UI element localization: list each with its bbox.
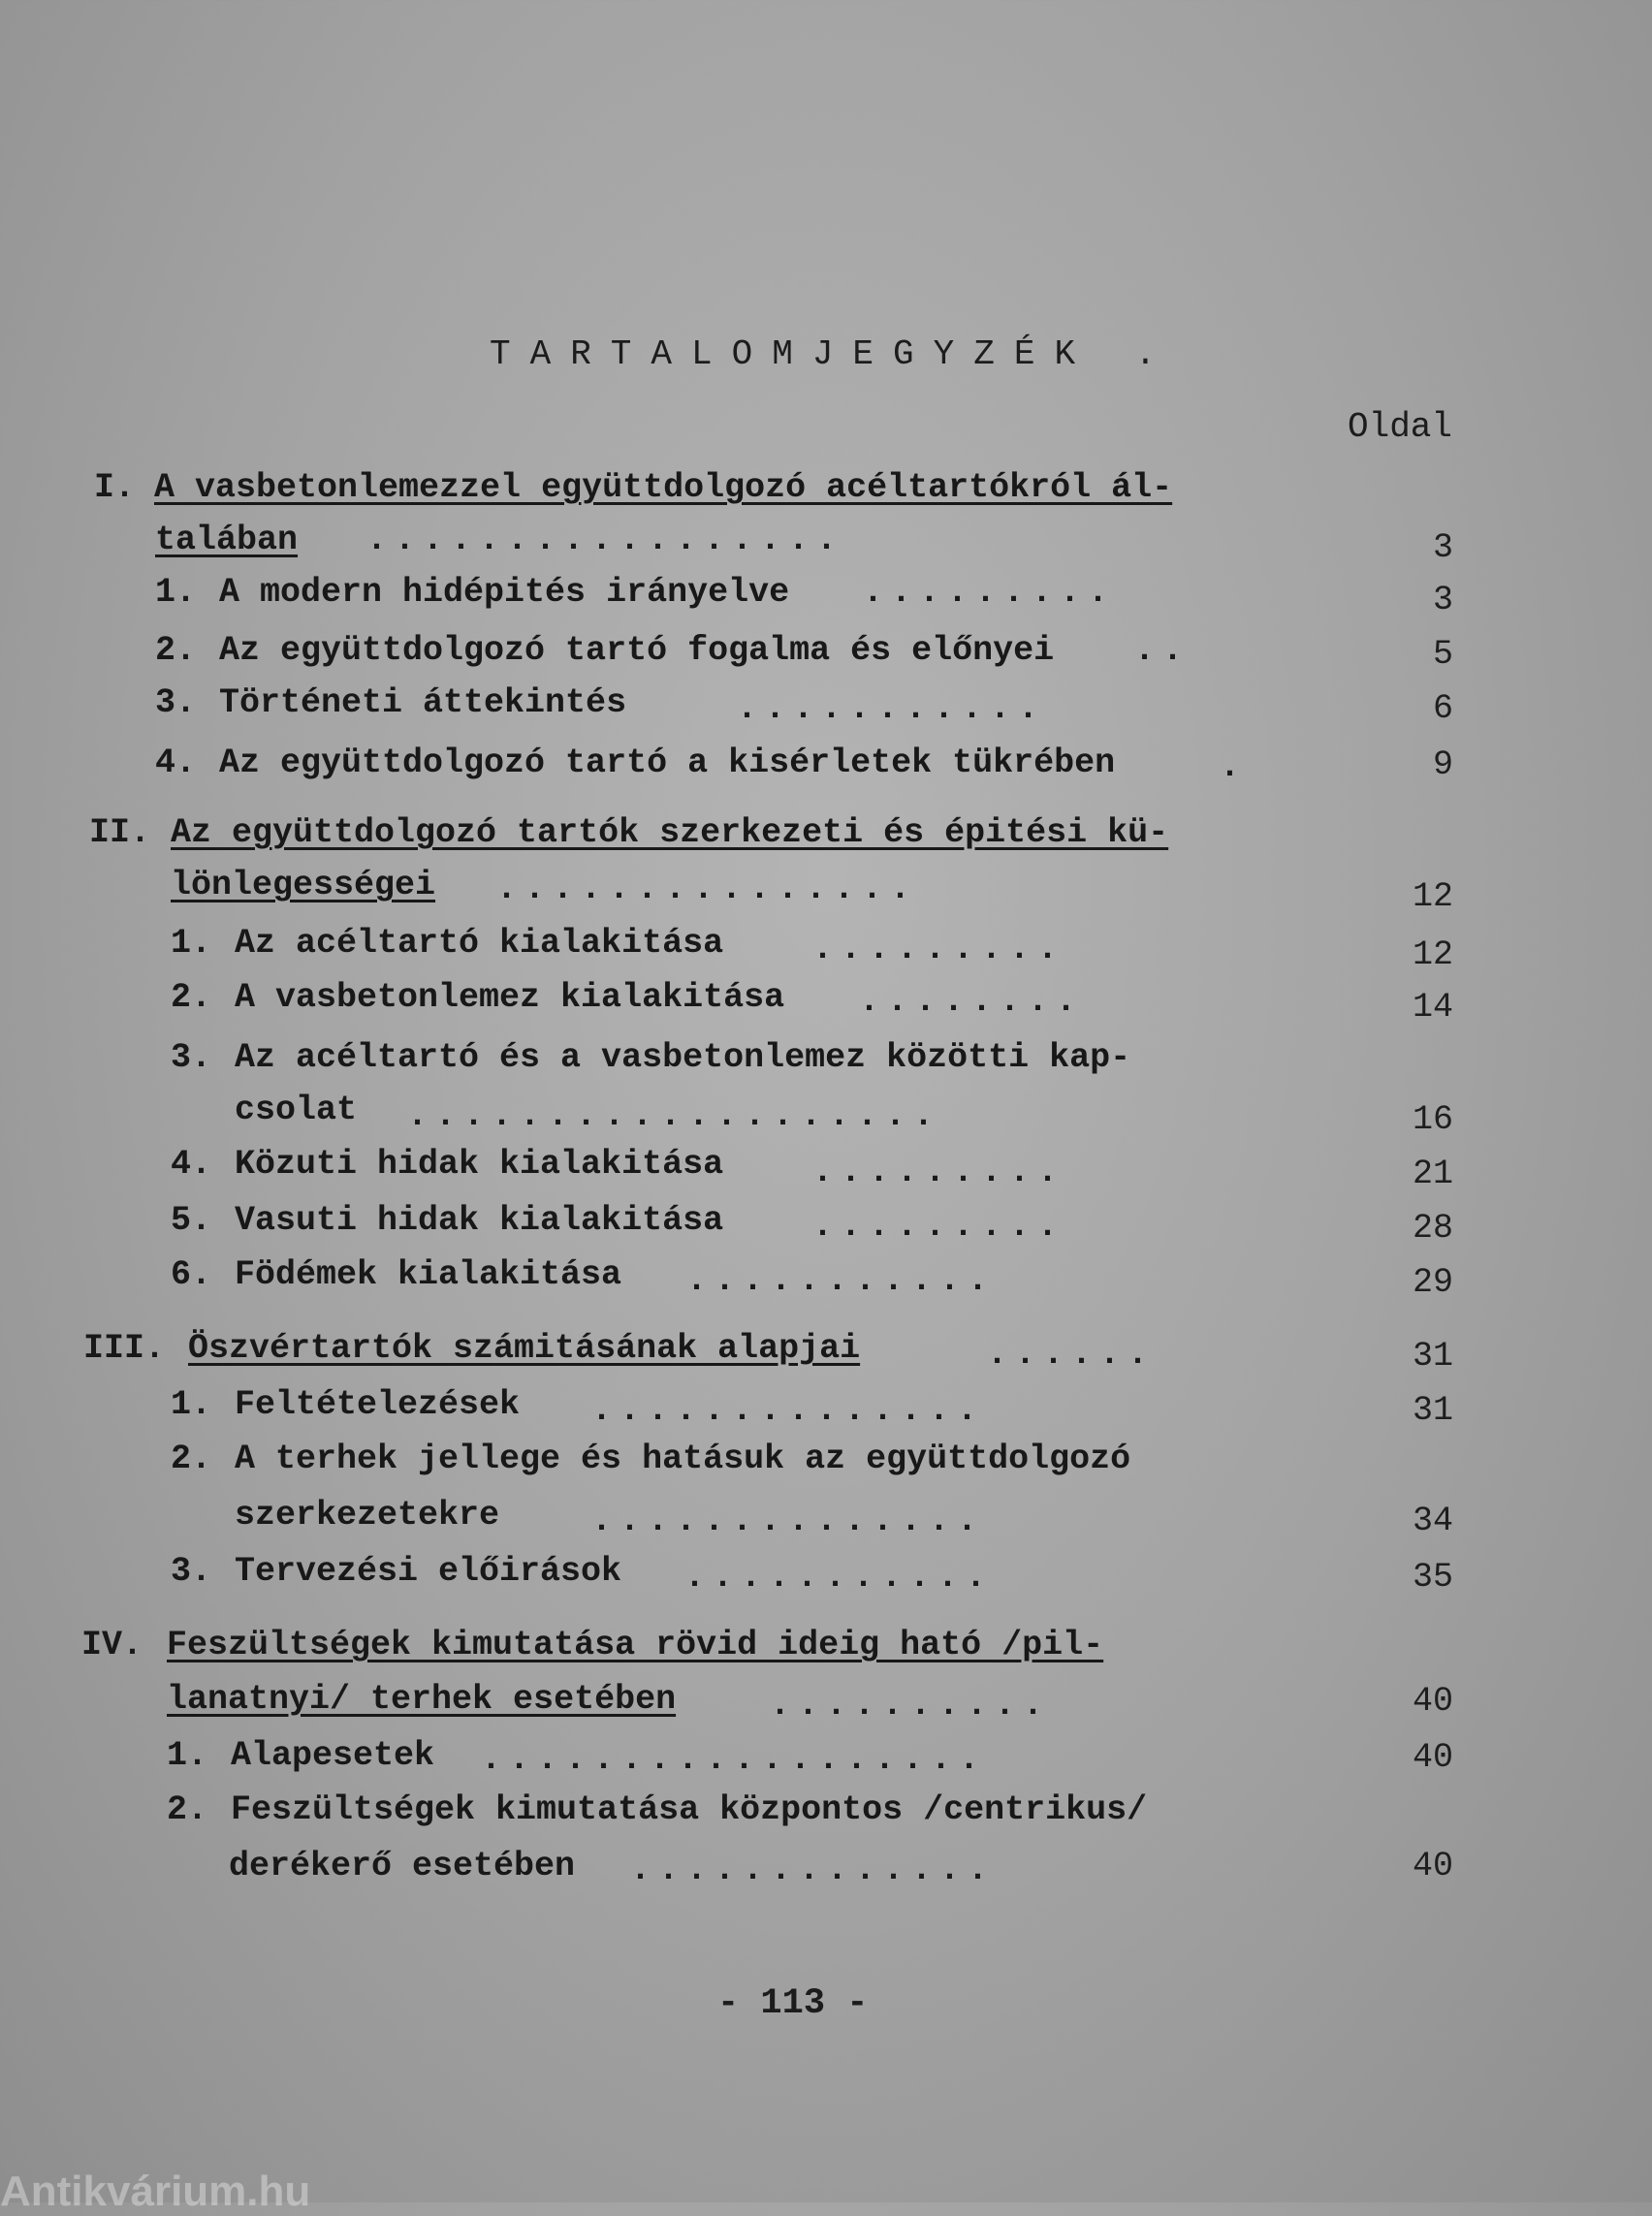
leader-dots: ......... [812,1207,1066,1246]
toc-entry: 6. Födémek kialakitása [171,1255,622,1294]
page-ref: 40 [1412,1847,1453,1885]
page-ref: 6 [1432,689,1453,728]
section-heading: I. A vasbetonlemezzel együttdolgozó acéltartókról ál- [94,468,1173,507]
page-title: TARTALOMJEGYZÉK . [490,334,1176,374]
leader-dots: ............... [496,870,919,908]
section-heading-cont: talában [155,521,299,559]
page-ref: 35 [1412,1558,1453,1597]
leader-dots: .................. [481,1740,988,1779]
toc-entry: 2. A vasbetonlemez kialakitása [171,978,785,1017]
section-heading: IV. Feszültségek kimutatása rövid ideig ható /pil- [81,1626,1104,1664]
leader-dots: ........... [737,689,1047,728]
toc-entry: 4. Az együttdolgozó tartó a kisérletek tükrében [155,744,1116,782]
page-ref: 14 [1412,988,1453,1027]
page-ref: 12 [1412,877,1453,916]
leader-dots: ......... [863,573,1117,612]
leader-dots: .............. [591,1391,986,1430]
toc-entry-cont: derékerő esetében [229,1847,576,1885]
leader-dots: ................... [407,1096,942,1135]
page-ref: 16 [1412,1100,1453,1139]
toc-entry: 3. Történeti áttekintés [155,683,627,722]
toc-entry: 3. Tervezési előirások [171,1552,622,1591]
leader-dots: ........... [686,1261,997,1300]
page-ref: 31 [1412,1337,1453,1376]
page-ref: 28 [1412,1209,1453,1248]
page-ref: 31 [1412,1391,1453,1430]
toc-entry: 2. A terhek jellege és hatásuk az együttdolgozó [171,1440,1131,1478]
leader-dots: .. [1134,631,1191,670]
page-ref: 40 [1412,1738,1453,1777]
page-ref: 9 [1432,745,1453,784]
page-ref: 3 [1432,528,1453,567]
leader-dots: ............. [630,1851,997,1889]
leader-dots: ......... [812,930,1066,968]
toc-entry: 1. Az acéltartó kialakitása [171,924,724,963]
leader-dots: ................. [366,521,845,559]
section-heading-cont: lönlegességei [171,866,436,904]
toc-entry: 5. Vasuti hidak kialakitása [171,1201,724,1240]
toc-entry-cont: szerkezetekre [235,1496,500,1535]
toc-entry: 3. Az acéltartó és a vasbetonlemez közötti kap- [171,1038,1131,1077]
leader-dots: ........... [684,1558,995,1597]
toc-entry: 4. Közuti hidak kialakitása [171,1145,724,1184]
section-heading: II. Az együttdolgozó tartók szerkezeti és épitési kü- [89,813,1169,852]
page-ref: 21 [1412,1155,1453,1193]
page-number: - 113 - [717,1983,869,2024]
leader-dots: ......... [812,1153,1066,1191]
toc-entry: 2. Feszültségek kimutatása központos /centrikus/ [167,1790,1148,1829]
page-ref: 34 [1412,1502,1453,1540]
toc-entry: 2. Az együttdolgozó tartó fogalma és előnyei [155,631,1055,670]
toc-entry: 1. A modern hidépités irányelve [155,573,790,612]
watermark: Antikvárium.hu [0,2168,311,2215]
section-heading: III. Öszvértartók számitásának alapjai [83,1329,861,1368]
leader-dots: .............. [591,1502,986,1540]
toc-entry: 1. Feltételezések [171,1385,521,1424]
page-ref: 3 [1432,581,1453,619]
page-ref: 29 [1412,1263,1453,1302]
toc-entry-cont: csolat [235,1091,358,1129]
leader-dots: ...... [987,1335,1157,1374]
page-column-header: Oldal [1348,407,1453,447]
page-ref: 40 [1412,1682,1453,1721]
page-ref: 5 [1432,635,1453,674]
leader-dots: .......... [770,1686,1052,1725]
page-ref: 12 [1412,935,1453,974]
section-heading-cont: lanatnyi/ terhek esetében [167,1680,677,1719]
leader-dots: ........ [859,982,1085,1021]
leader-dots: . [1220,747,1249,786]
toc-entry: 1. Alapesetek [167,1736,435,1775]
